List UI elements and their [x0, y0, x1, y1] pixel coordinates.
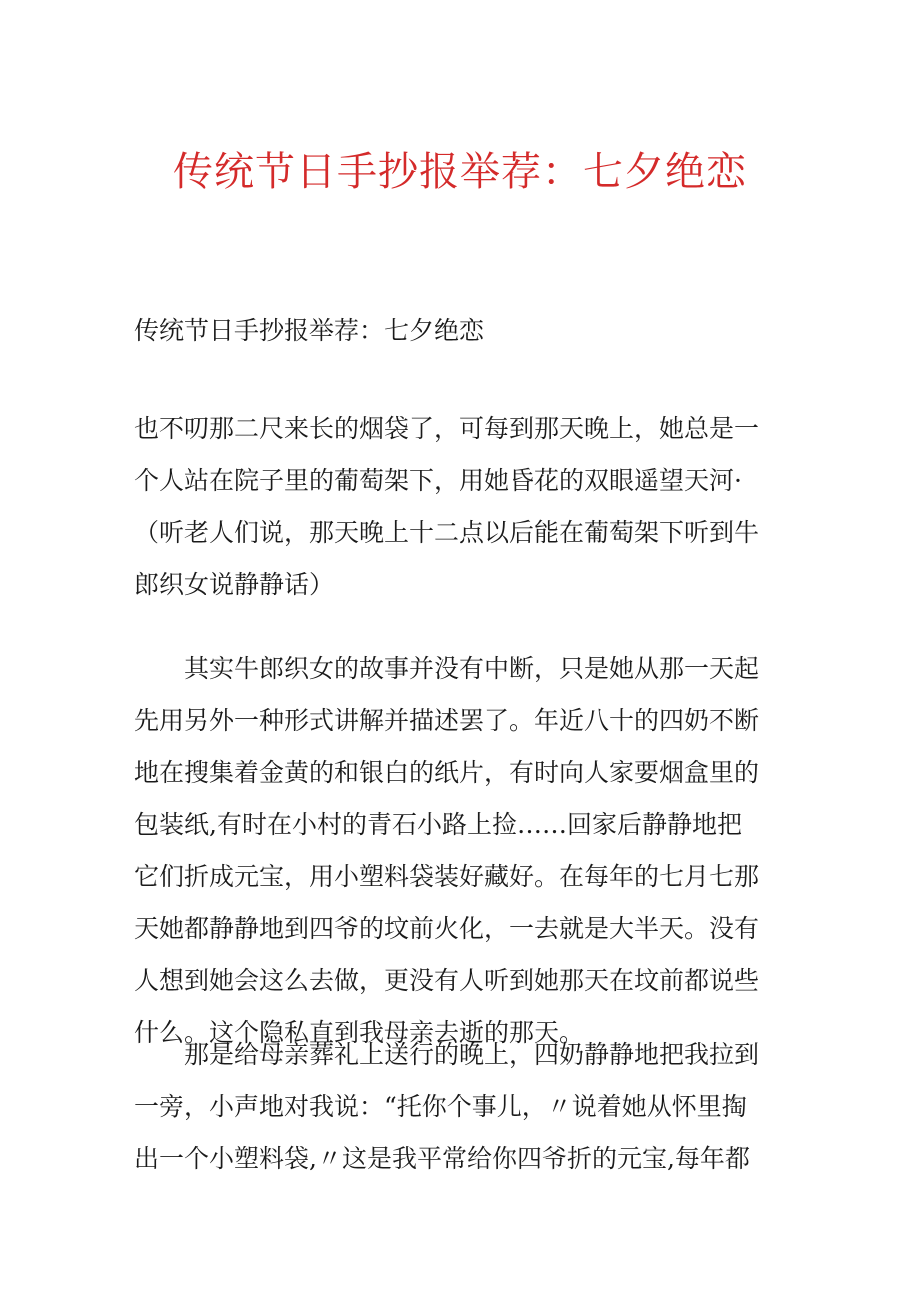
text-line: 先用另外一种形式讲解并描述罢了。年近八十的四奶不断	[134, 706, 760, 735]
text-line: 天她都静静地到四爷的坟前火化，一去就是大半天。没有	[134, 914, 760, 943]
text-line: 人想到她会这么去做，更没有人听到她那天在坟前都说些	[134, 966, 760, 995]
paragraph-1	[134, 403, 794, 611]
text-line: 包装纸,有时在小村的青石小路上捡……回家后静静地把	[134, 810, 742, 839]
text-line: 个人站在院子里的葡萄架下，用她昏花的双眼遥望天河·	[134, 466, 742, 495]
document-title: 传统节日手抄报举荐：七夕绝恋	[173, 149, 747, 195]
text-line: 也不叨那二尺来长的烟袋了，可每到那天晚上，她总是一	[134, 414, 760, 443]
text-line: 其实牛郎织女的故事并没有中断，只是她从那一天起	[134, 654, 760, 683]
text-line: 它们折成元宝，用小塑料袋装好藏好。在每年的七月七那	[134, 862, 760, 891]
paragraph-3	[134, 1029, 794, 1185]
text-line: 什么。这个隐私直到我母亲去逝的那天。	[134, 1018, 585, 1047]
paragraph-2	[134, 643, 794, 1059]
text-line: 那是给母亲葬礼上送行的晚上，四奶静静地把我拉到	[134, 1040, 760, 1069]
text-line: 出一个小塑料袋,〃这是我平常给你四爷折的元宝,每年都	[134, 1144, 750, 1173]
text-line: 地在搜集着金黄的和银白的纸片，有时向人家要烟盒里的	[134, 758, 760, 787]
text-line: （听老人们说，那天晚上十二点以后能在葡萄架下听到牛	[134, 518, 760, 547]
text-line: 郎织女说静静话）	[134, 570, 335, 599]
document-subtitle: 传统节日手抄报举荐：七夕绝恋	[134, 316, 485, 345]
text-line: 一旁，小声地对我说：“托你个事儿，〃说着她从怀里掏	[134, 1092, 747, 1121]
